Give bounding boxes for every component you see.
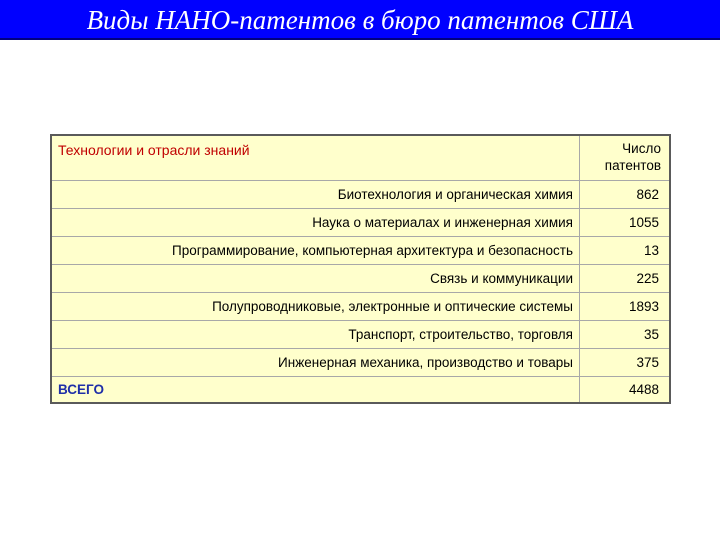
row-name: Программирование, компьютерная архитектура и безопасность <box>52 236 580 264</box>
header-count-line2: патентов <box>604 158 661 173</box>
patents-table-grid <box>52 136 669 402</box>
row-count: 1893 <box>580 292 670 320</box>
row-name: Связь и коммуникации <box>52 264 580 292</box>
header-patent-count <box>580 136 670 180</box>
table-row <box>52 236 669 264</box>
row-name: Полупроводниковые, электронные и оптические системы <box>52 292 580 320</box>
row-count: 1055 <box>580 208 670 236</box>
title-bar <box>0 0 720 40</box>
row-name: Транспорт, строительство, торговля <box>52 320 580 348</box>
table-row <box>52 180 669 208</box>
row-count: 862 <box>580 180 670 208</box>
table-row <box>52 292 669 320</box>
row-name: Биотехнология и органическая химия <box>52 180 580 208</box>
row-name: Инженерная механика, производство и товары <box>52 348 580 376</box>
table-header-row <box>52 136 669 180</box>
row-count: 35 <box>580 320 670 348</box>
patents-table <box>50 134 671 404</box>
table-row <box>52 348 669 376</box>
table-row <box>52 320 669 348</box>
total-label: ВСЕГО <box>52 376 580 402</box>
row-name: Наука о материалах и инженерная химия <box>52 208 580 236</box>
page-title: Виды НАНО-патентов в бюро патентов США <box>86 5 634 35</box>
header-technologies: Технологии и отрасли знаний <box>52 136 580 180</box>
row-count: 225 <box>580 264 670 292</box>
total-count: 4488 <box>580 376 670 402</box>
row-count: 375 <box>580 348 670 376</box>
table-total-row <box>52 376 669 402</box>
header-count-line1: Число <box>622 141 661 156</box>
row-count: 13 <box>580 236 670 264</box>
table-row <box>52 208 669 236</box>
table-row <box>52 264 669 292</box>
